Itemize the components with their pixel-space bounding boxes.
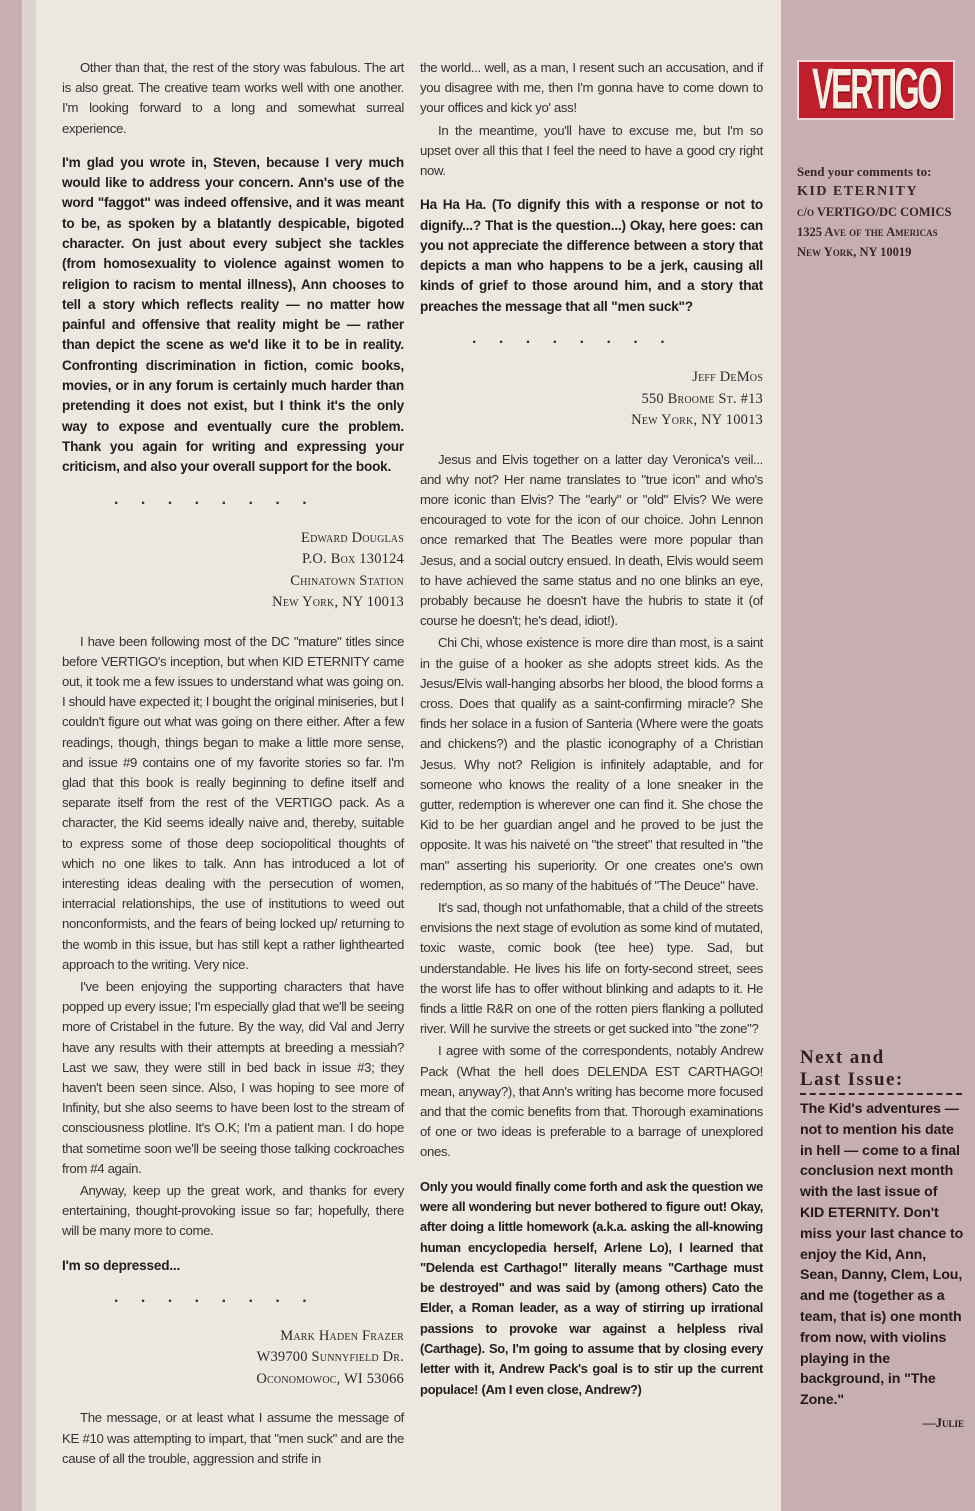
separator-dots: . . . . . . . . [472,330,665,347]
letter-paragraph: I agree with some of the correspondents, notably Andrew Pack (What the hell does DELENDA EST CARTHAGO! mean, anyway?), that Ann's writing has become more focused and that the comic benefits from that. Thorough examinations of one or two ideas is preferable to a barrage of unexplored ones. [420,1043,763,1160]
vertigo-logo [797,60,955,120]
letter-signature [420,367,763,432]
letters-column-right [420,58,763,1404]
separator-dots: . . . . . . . . [114,490,307,508]
letter-paragraph: In the meantime, you'll have to excuse me, but I'm so upset over all this that I feel the need to have a good cry right now. [420,122,763,179]
editor-reply: Only you would finally come forth and ask the question we were all wondering but never bothered to figure out! Okay, after doing a little homework (a.k.a. asking the all-knowing human encyclopedia herself, Arlene Lo), I learned that "Delenda est Carthago!" literally means "Carthage must be destroyed" and was said by (among others) Cato the Elder, a Roman leader, as a way of stirring up irrational passions to provoke war against a helpless rival (Carthage). So, I'm going to assume that by closing every letter with it, Andrew Pack's goal is to stir up the current populace! (Am I even close, Andrew?) [420,1178,763,1397]
send-line: New York, NY 10019 [797,245,912,259]
signature-line: W39700 Sunnyfield Dr. [256,1349,404,1366]
letter-paragraph: The message, or at least what I assume the message of KE #10 was attempting to impart, that "men suck" and are the cause of all the trouble, aggression and strife in [62,1410,404,1466]
send-line: 1325 Ave of the Americas [797,225,938,239]
signature-line: Mark Haden Frazer [280,1327,404,1344]
vertigo-logo-text: VERTIGO [812,58,940,122]
next-issue-title: Next and [800,1047,885,1068]
letter-paragraph: Chi Chi, whose existence is more dire than most, is a saint in the guise of a hooker as she adopts street kids. As the Jesus/Elvis wall-hanging absorbs her blood, the blood forms a cross. Does that qualify as a saint-confirming miracle? She finds her solace in a fusion of Santeria (Where were the goats and chickens?) and the plastic iconography of a Christian Jesus. Why not? Religion is infinitely adaptable, and for someone who knows the reality of a lone sneaker in the gutter, redemption is wherever one can find it. She chose the Kid to be her guardian angel and he proved to be just the opposite. It was his naiveté on "the street" that resulted in "the man" asserting his superiority. Or one creates one's own redemption, as so many of the habitués of "The Deuce" have. [420,635,763,893]
editor-reply: I'm so depressed... [62,1257,181,1273]
signature-line: New York, NY 10013 [272,594,404,611]
editor-signature: —Julie [922,1414,964,1430]
separator-dots: . . . . . . . . [114,1288,307,1306]
letter-paragraph: It's sad, though not unfathomable, that a child of the streets envisions the next stage of evolution as some kind of mutated, toxic waste, comic book (tee hee) type. Sad, but understandable. He lives his life on forty-second street, sees the worst life has to offer without blinking and adapts to it. He finds a little R&R on one of the rotten piers flanking a polluted river. Will he survive the streets or get sucked into "the zone"? [420,899,763,1037]
letter-paragraph: I have been following most of the DC "mature" titles since before VERTIGO's inception, but when KID ETERNITY came out, it took me a few issues to understand what was going on. I should have expected it; I bought the original miniseries, but I couldn't figure out what was going on there either. After a few readings, though, things began to make a little more sense, and issue #9 contains one of my favorite stories so far. I'm glad that this book is really beginning to define itself and separate itself from the rest of the VERTIGO pack. As a character, the Kid seems ideally naive and, thereby, suitable to express some of those deep sociopolitical thoughts of which no one likes to talk. Ann has introduced a lot of interesting ideas dealing with the persecution of women, interracial relationships, the use of institutions to weed out nonconformists, and the fears of being locked up/ returning to the womb in this issue, but has still kept a rather lighthearted approach to the writing. Very nice. [62,633,404,972]
next-issue-text: The Kid's adventures — not to mention his date in hell — come to a final conclusion next month with the last issue of KID ETERNITY. Don't miss your last chance to enjoy the Kid, Ann, Sean, Danny, Clem, Lou, and me (together as a team, that is) one month from now, with violins playing in the background, in "The Zone." [800,1101,964,1409]
letters-column-left [62,58,404,1471]
mailing-address [797,162,962,262]
dashed-divider [800,1093,962,1095]
signature-line: Chinatown Station [290,572,404,589]
editor-reply: I'm glad you wrote in, Steven, because I very much would like to address your concern. Ann's use of the word "faggot" was indeed offensive, and it was meant to be, as spoken by a blatantly despicable, bigoted character. On just about every subject she tackles (from homosexuality to violence against women to religion to racism to mental illness), Ann chooses to tell a story which reflects reality — no matter how painful and offensive that reality might be — rather than depict the scene as we'd like it to be in reality. Confronting discrimination in fiction, comic books, movies, or in any forum is certainly much harder than pretending it does not exist, but I think it's the only way to expose and eventually cure the problem. Thank you again for writing and expressing your criticism, and also your overall support for the book. [62,154,404,475]
signature-line: P.O. Box 130124 [301,551,404,568]
next-issue-title: Last Issue: [800,1069,904,1090]
letter-paragraph: Other than that, the rest of the story was fabulous. The art is also great. The creative team works well with one another. I'm looking forward to a long and somewhat surreal experience. [62,60,404,136]
letter-paragraph: the world... well, as a man, I resent such an accusation, and if you disagree with me, then I'm gonna have to come down to your offices and kick yo' ass! [420,60,763,116]
signature-line: Oconomowoc, WI 53066 [256,1370,404,1387]
signature-line: Edward Douglas [301,529,404,546]
editor-reply: Ha Ha Ha. (To dignify this with a response or not to dignify...? That is the question...) Okay, here goes: can you not appreciate the difference between a story that depicts a man who happens to be a jerk, causing all kinds of grief to those around him, and a story that preaches the message that all "men suck"? [420,197,763,314]
letter-paragraph: Anyway, keep up the great work, and thanks for every entertaining, thought-provoking issue so far; hopefully, there will be many more to come. [62,1183,404,1239]
signature-line: New York, NY 10013 [631,412,763,428]
send-label: Send your comments to: [797,164,932,179]
signature-line: 550 Broome St. #13 [641,390,763,407]
send-title: KID ETERNITY [797,184,919,199]
letter-signature [62,1326,404,1391]
send-line: c/o VERTIGO/DC COMICS [797,205,952,219]
letter-paragraph: I've been enjoying the supporting characters that have popped up every issue; I'm especially glad that we'll be seeing more of Cristabel in the future. By the way, did Val and Jerry have any results with their attempts at breeding a messiah? Last we saw, they were still in bed back in issue #3; they haven't been seen since. Also, I was hoping to see more of Infinity, but she also seems to have been lost to the stream of consciousness plotline. It's O.K; I'm a patient man. I do hope that sometime soon we'll be seeing those talking cockroaches from #4 again. [62,979,404,1176]
letter-paragraph: Jesus and Elvis together on a latter day Veronica's veil... and why not? Her name translates to "true icon" and who's more iconic than Elvis? The "early" or "old" Elvis? We were encouraged to vote for the icon of our choice. John Lennon once remarked that The Beatles were more popular than Jesus, and a social outcry ensued. In death, Elvis would seem to have achieved the same status and no one blinks an eye, probably because he doesn't have the hubris to state it (of course he doesn't; he's dead, idiot!). [420,451,763,629]
signature-line: Jeff DeMos [692,369,763,385]
next-issue-box [800,1047,964,1431]
letter-signature [62,528,404,614]
